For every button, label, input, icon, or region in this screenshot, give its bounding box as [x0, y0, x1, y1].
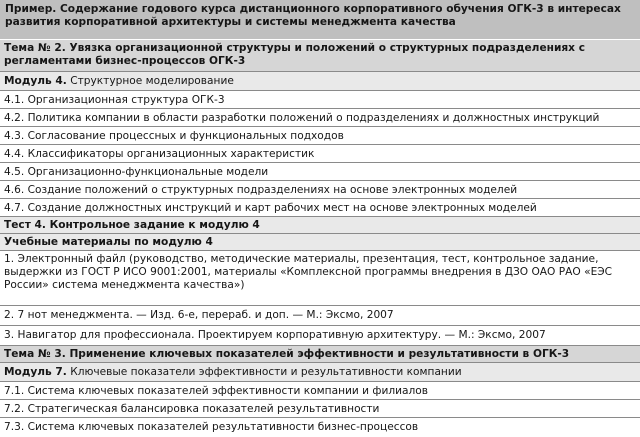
theme-2-prefix: Тема № 2. — [4, 42, 66, 54]
module-4-title: Структурное моделирование — [66, 75, 234, 87]
materials-label-row: Учебные материалы по модулю 4 — [0, 234, 640, 251]
module-7-title: Ключевые показатели эффективности и результативности компании — [66, 366, 462, 378]
theme-2-title: Увязка организационной структуры и положений о структурных подразделениях с регламентами бизнес-процессов ОГК-3 — [4, 42, 585, 67]
module-7-row — [0, 363, 640, 382]
theme-3-row — [0, 346, 640, 363]
module-4-prefix: Модуль 4. — [4, 75, 67, 87]
list-item: 4.6. Создание положений о структурных подразделениях на основе электронных моделей — [0, 181, 640, 199]
material-item: 1. Электронный файл (руководство, методические материалы, презентация, тест, контрольное задание, выдержки из ГОСТ Р ИСО 9001:2001, материалы «Комплексной программы внедрения в ДЗО ОАО РАО «ЕЭС России» система менеджмента качества») — [0, 251, 640, 306]
theme-3-title: Применение ключевых показателей эффективности и результативности в ОГК-3 — [65, 348, 570, 360]
list-item: 4.2. Политика компании в области разработки положений о подразделениях и должностных инструкций — [0, 109, 640, 127]
theme-3-prefix: Тема № 3. — [4, 348, 66, 360]
list-item: 4.5. Организационно-функциональные модели — [0, 163, 640, 181]
list-item: 4.4. Классификаторы организационных характеристик — [0, 145, 640, 163]
material-item: 2. 7 нот менеджмента. — Изд. 6-е, перераб. и доп. — М.: Эксмо, 2007 — [0, 306, 640, 326]
module-4-row — [0, 72, 640, 91]
list-item: 7.3. Система ключевых показателей результативности бизнес-процессов — [0, 418, 640, 437]
theme-2-row — [0, 40, 640, 72]
test-4-row: Тест 4. Контрольное задание к модулю 4 — [0, 217, 640, 234]
list-item: 4.1. Организационная структура ОГК-3 — [0, 91, 640, 109]
material-item: 3. Навигатор для профессионала. Проектируем корпоративную архитектуру. — М.: Эксмо, 2007 — [0, 326, 640, 346]
list-item: 7.2. Стратегическая балансировка показателей результативности — [0, 400, 640, 418]
list-item: 4.3. Согласование процессных и функциональных подходов — [0, 127, 640, 145]
table-caption: Пример. Содержание годового курса дистанционного корпоративного обучения ОГК-3 в интересах развития корпоративной архитектуры и системы менеджмента качества — [0, 0, 640, 40]
module-7-prefix: Модуль 7. — [4, 366, 67, 378]
list-item: 7.1. Система ключевых показателей эффективности компании и филиалов — [0, 382, 640, 400]
list-item: 4.7. Создание должностных инструкций и карт рабочих мест на основе электронных моделей — [0, 199, 640, 217]
